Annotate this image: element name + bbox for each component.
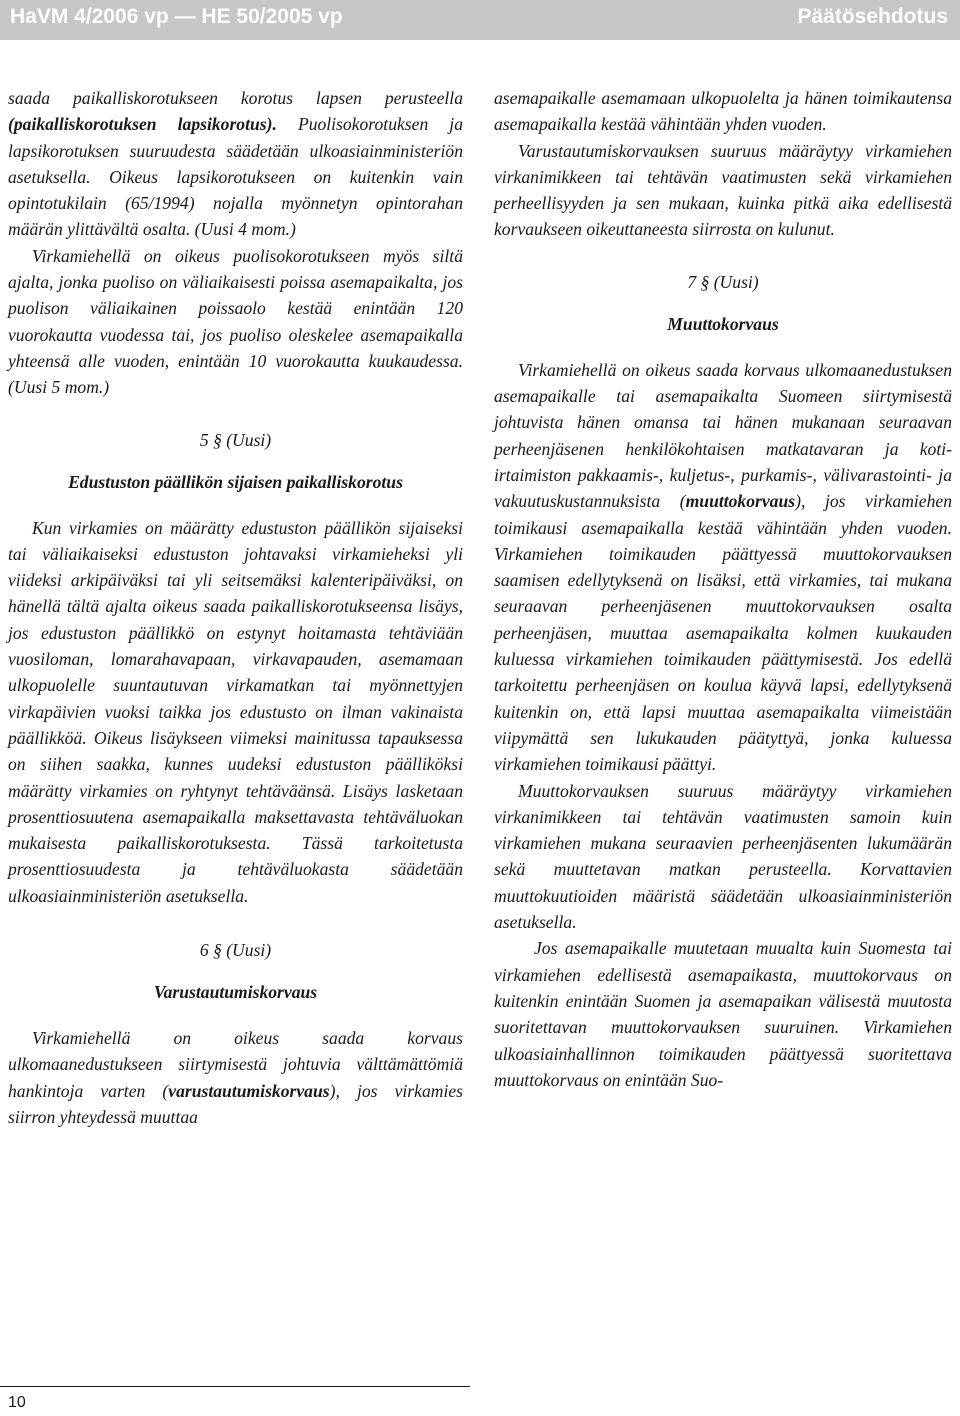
footer-rule (0, 1386, 470, 1387)
paragraph: Jos asemapaikalle muutetaan muualta kuin Suomesta tai virkamiehen edellisestä asemapaikasta, muuttokorvaus on kuitenkin enintään Suomen ja asemapaikan välisestä muutosta suoritettavan muuttokorvauksen suuruinen. Virkamiehen ulkoasiainhallinnon toimikauden päättyessä suoritettava muuttokorvaus on enintään Suo- (494, 938, 952, 1090)
section-label: Päätösehdotus (797, 5, 948, 28)
paragraph: Muuttokorvauksen suuruus määräytyy virkamiehen virkanimikkeen tai tehtävän vaatimusten samoin kuin virkamiehen mukana seuraavien perheenjäsenten lukumäärän sekä muuttetavan matkan perusteella. Korvattavien muuttokuutioiden määristä säädetään ulkoasiainministeriön asetuksella. (494, 780, 952, 933)
left-column (8, 85, 463, 1130)
text-run: ), jos virkamiehen toimikausi asemapaikalla kestää vähintään yhden vuoden. Virkamiehen toimikauden päättyessä muuttokorvauksen saamisen edellytyksenä on lisäksi, että virkamies, tai mukana seuraavan perheenjäsenen muuttokorvauksen osalta perheenjäsen, muuttaa asemapaikalta kolmen kuukauden kuluessa virkamiehen toimikauden päättymisestä. Jos edellä tarkoitettu perheenjäsen on koulua käyvä lapsi, edellytyksenä kuitenkin on, että lapsi muuttaa asemapaikalta viimeistään viipymättä sen lukukauden päätyttyä, jonka kuluessa virkamiehen toimikausi päättyi. (494, 491, 953, 775)
bold-term: (paikalliskorotuksen lapsikorotus). (8, 114, 277, 135)
paragraph: Kun virkamies on määrätty edustuston päällikön sijaiseksi tai väliaikaiseksi edustuston johtavaksi virkamieheksi yli viideksi arkipäiväksi tai yli seitsemäksi kalenteripäiväksi, on hänellä tältä ajalta oikeus saada paikalliskorotukseensa lisäys, jos edustuston päällikkö on estynyt hoitamasta tehtäviään vuosiloman, lomarahavapaan, virkavapauden, asemamaan ulkopuolelle suuntautuvan virkamatkan tai myönnettyjen virkapäivien vuoksi taikka jos edustusto on ilman vakinaista päällikköä. Oikeus lisäykseen viimeksi mainitussa tapauksessa on siihen saakka, kunnes uudeksi edustuston päälliköksi määrätty virkamies on ryhtynyt tehtäväänsä. Lisäys lasketaan prosenttiosuutena asemapaikalla maksettavasta tehtäväluokan mukaisesta paikalliskorotuksesta. Tässä tarkoitetusta prosenttiosuudesta ja tehtäväluokasta säädetään ulkoasiainministeriön asetuksella. (8, 517, 463, 906)
section-number: 5 § (Uusi) (199, 429, 272, 450)
right-column (494, 85, 952, 1093)
text-run: Virkamiehellä on oikeus saada korvaus ulkomaanedustuksen asemapaikalle tai asemapaikalta Suomeen siirtymisestä johtuvista hänen omansa tai hänen mukanaan seuraavan perheenjäsenen henkilökohtaisen matkatavaran ja koti-irtaimiston pakkaamis-, kuljetus-, purkamis-, välivarastointi- ja vakuutuskustannuksista ( (494, 359, 952, 512)
section-title: Muuttokorvaus (667, 313, 779, 334)
paragraph: Varustautumiskorvauksen suuruus määräytyy virkamiehen virkanimikkeen tai tehtävän vaatimusten sekä virkamiehen perheellisyyden ja sen mukaan, kuinka pitkä aika edellisestä korvaukseen oikeuttaneesta siirrosta on kulunut. (494, 140, 952, 240)
paragraph: asemapaikalle asemamaan ulkopuolelta ja hänen toimikautensa asemapaikalla kestää vähintään yhden vuoden. (494, 88, 952, 135)
bold-term: muuttokorvaus (685, 491, 796, 512)
section-number: 7 § (Uusi) (687, 271, 759, 292)
paragraph (494, 357, 952, 778)
text-run: Puolisokorotuksen ja lapsikorotuksen suuruudesta säädetään ulkoasiainministeriön asetuksella. Oikeus lapsikorotukseen on kuitenkin vain opintotukilain (65/1994) nojalla myönnetyn opintorahan määrän ylittävältä osalta. (Uusi 4 mom.) (8, 114, 463, 240)
page-header (0, 0, 960, 40)
paragraph (8, 85, 463, 243)
section-number: 6 § (Uusi) (199, 940, 272, 961)
text-run: saada paikalliskorotukseen korotus lapsen perusteella (8, 88, 463, 108)
document-reference: HaVM 4/2006 vp — HE 50/2005 vp (10, 5, 343, 28)
section-title: Edustuston päällikön sijaisen paikalliskorotus (68, 471, 403, 492)
paragraph (8, 1025, 463, 1130)
paragraph: Virkamiehellä on oikeus puolisokorotukseen myös siltä ajalta, jonka puoliso on väliaikaisesti poissa asemapaikalta, jos puolison väliaikainen poissaolo kestää enintään 120 vuorokautta vuodessa tai, jos puoliso oleskelee asemapaikalla yhteensä alle vuoden, enintään 10 vuorokautta kuukaudessa. (Uusi 5 mom.) (8, 245, 463, 398)
bold-term: varustautumiskorvaus (168, 1080, 330, 1101)
text-run: ), jos virkamies siirron yhteydessä muuttaa (8, 1080, 463, 1127)
text-run: Virkamiehellä on oikeus saada korvaus ulkomaanedustukseen siirtymisestä johtuvia välttämättömiä hankintoja varten ( (8, 1028, 463, 1101)
section-title: Varustautumiskorvaus (153, 982, 318, 1003)
page-number: 10 (8, 1394, 26, 1411)
